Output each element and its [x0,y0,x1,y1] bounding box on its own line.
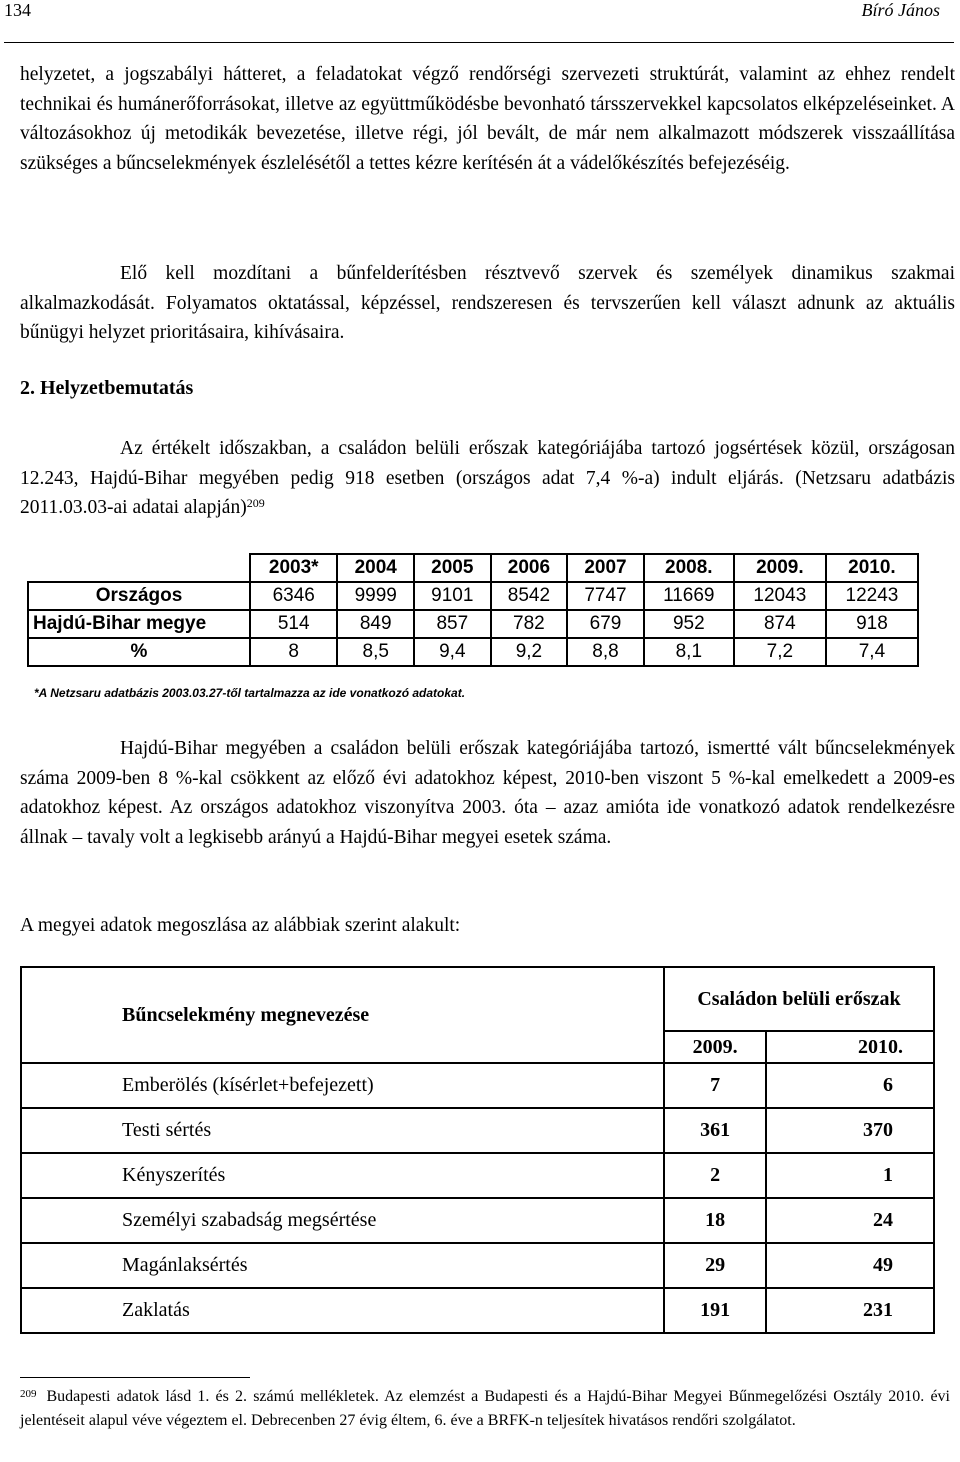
crime-name: Emberölés (kísérlet+befejezett) [21,1063,664,1108]
crime-year-2009: 2009. [664,1031,766,1063]
stats-cell: 918 [826,610,918,638]
body-paragraph-2: Elő kell mozdítani a bűnfelderítésben résztvevő szervek és személyek dinamikus szakmai alkalmazkodását. Folyamatos oktatással, képzéssel, rendszeresen és tervszerűen kell választ adnunk az aktuális bűnügyi helyzet prioritásaira, kihívásaira. [20,263,955,343]
stats-cell: 514 [250,610,337,638]
stats-cell: 9,2 [491,638,568,666]
header-rule [4,42,954,43]
stats-cell: 7747 [567,582,644,610]
stats-year-cell: 2005 [414,554,491,582]
crime-value-2009: 7 [664,1063,766,1108]
stats-cell: 952 [644,610,734,638]
crime-table [20,966,935,1334]
stats-cell: 9999 [337,582,414,610]
crime-group-header: Családon belüli erőszak [664,967,934,1031]
stats-cell: 679 [567,610,644,638]
analysis-paragraph: Hajdú-Bihar megyében a családon belüli erőszak kategóriájába tartozó, ismertté vált bűncselekmények száma 2009-ben 8 %-kal csökkent az előző évi adatokhoz képest, 2010-ben viszont 5 %-kal emelkedett a 2009-es adatokhoz képest. Az országos adatokhoz viszonyítva 2003. óta – azaz amióta ide vonatkozó adatok rendelkezésre állnak – tavaly volt a legkisebb arányú a Hajdú-Bihar megyei esetek száma. [20,738,955,848]
stats-table-note: *A Netzsaru adatbázis 2003.03.27-től tartalmazza az ide vonatkozó adatokat. [34,686,466,700]
crime-value-2010: 24 [766,1198,934,1243]
stats-cell: 9,4 [414,638,491,666]
stats-year-cell: 2007 [567,554,644,582]
stats-cell: 8,5 [337,638,414,666]
footnote-text: Budapesti adatok lásd 1. és 2. számú mellékletek. Az elemzést a Budapesti és a Hajdú-Bihar Megyei Bűnmegelőzési Osztály 2010. évi jelentéseit alapul véve végeztem el. Debrecenben 27 évig éltem, 6. éve a BRFK-n teljesítek hivatásos rendőri szolgálatot. [20,1388,950,1429]
crime-value-2009: 2 [664,1153,766,1198]
crime-name-header: Bűncselekmény megnevezése [21,967,664,1063]
crime-name: Magánlaksértés [21,1243,664,1288]
crime-value-2010: 1 [766,1153,934,1198]
crime-value-2009: 18 [664,1198,766,1243]
stats-cell: 6346 [250,582,337,610]
crime-table-row [21,1153,934,1198]
stats-year-cell: 2003* [250,554,337,582]
crime-name: Zaklatás [21,1288,664,1333]
stats-row-label: Országos [28,582,250,610]
stats-cell: 8,1 [644,638,734,666]
stats-table-corner [28,554,250,582]
stats-cell: 874 [734,610,826,638]
stats-cell: 8,8 [567,638,644,666]
stats-cell: 9101 [414,582,491,610]
footnote [20,1385,950,1433]
stats-row-label: % [28,638,250,666]
footnote-number: 209 [20,1388,37,1400]
stats-table-row [28,638,918,666]
stats-table-row [28,610,918,638]
crime-table-row [21,1288,934,1333]
stats-cell: 8542 [491,582,568,610]
crime-table-row [21,1063,934,1108]
page-header [0,0,960,22]
distribution-intro: A megyei adatok megoszlása az alábbiak szerint alakult: [20,915,461,936]
crime-table-row [21,1198,934,1243]
page-number: 134 [4,0,31,20]
stats-year-cell: 2009. [734,554,826,582]
stats-row-label: Hajdú-Bihar megye [28,610,250,638]
stats-year-cell: 2006 [491,554,568,582]
crime-table-row [21,1108,934,1153]
stats-cell: 11669 [644,582,734,610]
crime-name: Kényszerítés [21,1153,664,1198]
stats-cell: 782 [491,610,568,638]
section-paragraph-text: Az értékelt időszakban, a családon belüli erőszak kategóriájába tartozó jogsértések közül, országosan 12.243, Hajdú-Bihar megyében pedig 918 esetben (országos adat 7,4 %-a) indult eljárás. (Netzsaru adatbázis 2011.03.03-ai adatai alapján) [20,438,955,518]
stats-table-header-row [28,554,918,582]
crime-value-2009: 191 [664,1288,766,1333]
stats-cell: 12243 [826,582,918,610]
crime-value-2009: 29 [664,1243,766,1288]
stats-cell: 12043 [734,582,826,610]
stats-cell: 7,4 [826,638,918,666]
crime-value-2010: 231 [766,1288,934,1333]
running-author: Bíró János [861,0,940,20]
crime-value-2009: 361 [664,1108,766,1153]
crime-value-2010: 6 [766,1063,934,1108]
stats-table [27,553,919,667]
footnote-reference: 209 [246,496,265,510]
stats-cell: 7,2 [734,638,826,666]
stats-table-row [28,582,918,610]
footnote-rule [20,1377,250,1378]
stats-year-cell: 2008. [644,554,734,582]
stats-cell: 849 [337,610,414,638]
crime-table-row [21,1243,934,1288]
crime-value-2010: 49 [766,1243,934,1288]
stats-year-cell: 2010. [826,554,918,582]
stats-cell: 857 [414,610,491,638]
crime-name: Személyi szabadság megsértése [21,1198,664,1243]
crime-value-2010: 370 [766,1108,934,1153]
crime-table-header-row [21,967,934,1031]
stats-cell: 8 [250,638,337,666]
stats-year-cell: 2004 [337,554,414,582]
body-paragraph-1: helyzetet, a jogszabályi hátteret, a feladatokat végző rendőrségi szervezeti struktúrát, valamint az ehhez rendelt technikai és humánerőforrásokat, illetve az együttműködésbe bevonható társszervekkel kapcsolatos elképzeléseinket. A változásokhoz új metodikák bevezetése, illetve régi, jól bevált, de már nem alkalmazott módszerek visszaállítása szükséges a bűncselekmények észlelésétől a tettes kézre kerítésén át a vádelőkészítés befejezéséig. [20,64,955,174]
crime-year-2010: 2010. [766,1031,934,1063]
crime-name: Testi sértés [21,1108,664,1153]
section-paragraph [20,434,955,523]
section-heading: 2. Helyzetbemutatás [20,377,194,399]
